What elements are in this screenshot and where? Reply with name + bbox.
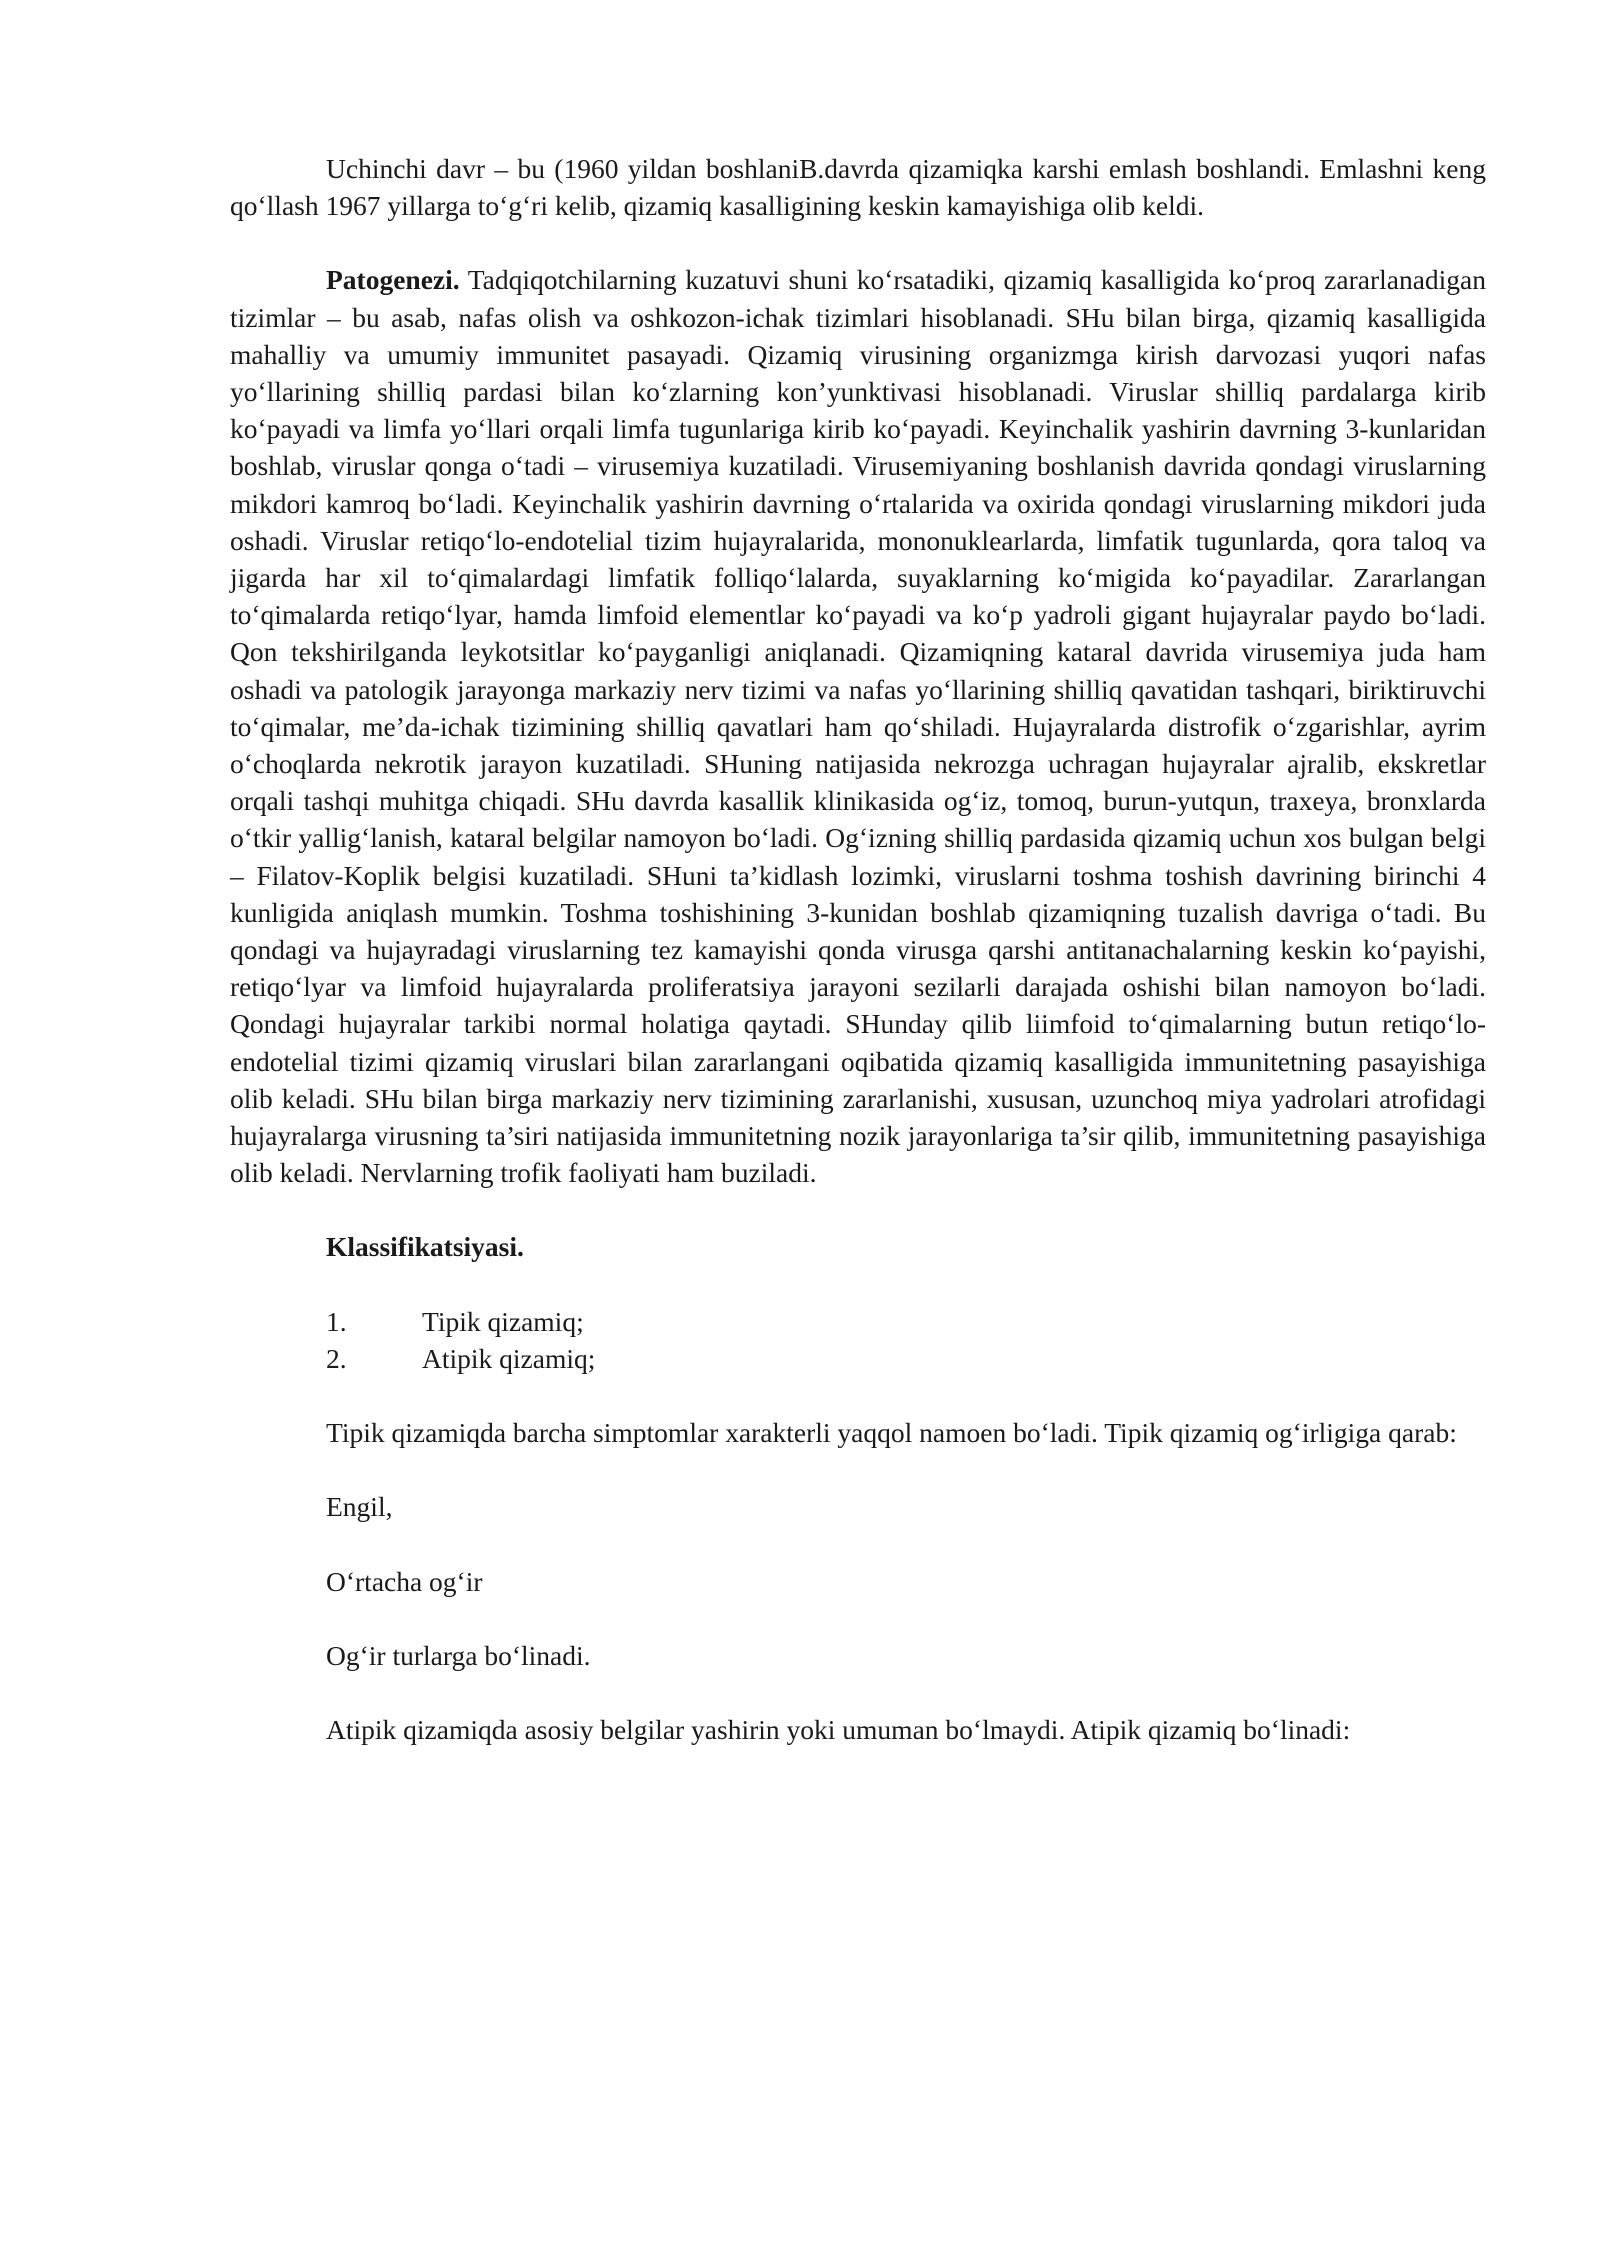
document-body (230, 150, 1486, 1785)
list-item-label: Atipik qizamiq; (422, 1342, 596, 1374)
list-item-number: 1. (326, 1305, 347, 1337)
severity-severe: Og‘ir turlarga bo‘linadi. (326, 1639, 591, 1671)
severity-mild: Engil, (326, 1491, 393, 1523)
paragraph-third-period: Uchinchi davr – bu (1960 yildan boshlaniB.davrda qizamiqka karshi emlash boshlandi. Emlashni keng qo‘llash 1967 yillarga to‘g‘ri kelib, qizamiq kasalligining keskin kamayishiga olib keldi. (230, 153, 1486, 222)
paragraph-typical-measles: Tipik qizamiqda barcha simptomlar xarakterli yaqqol namoen bo‘ladi. Tipik qizamiq og‘irligiga qarab: (326, 1417, 1457, 1449)
pathogenesis-heading: Patogenezi. (326, 264, 460, 296)
severity-moderate: O‘rtacha og‘ir (326, 1565, 483, 1597)
list-item-number: 2. (326, 1342, 347, 1374)
classification-list (230, 1303, 1486, 1377)
pathogenesis-text: Tadqiqotchilarning kuzatuvi shuni ko‘rsatadiki, qizamiq kasalligida ko‘proq zararlanadigan tizimlar – bu asab, nafas olish va oshkozon-ichak tizimlari hisoblanadi. SHu bilan birga, qizamiq kasalligida mahalliy va umumiy immunitet pasayadi. Qizamiq virusining organizmga kirish darvozasi yuqori nafas yo‘llarining shilliq pardasi bilan ko‘zlarning kon’yunktivasi hisoblanadi. Viruslar shilliq pardalarga kirib ko‘payadi va limfa yo‘llari orqali limfa tugunlariga kirib ko‘payadi. Keyinchalik yashirin davrning 3-kunlaridan boshlab, viruslar qonga o‘tadi – virusemiya kuzatiladi. Virusemiyaning boshlanish davrida qondagi viruslarning mikdori kamroq bo‘ladi. Keyinchalik yashirin davrning o‘rtalarida va oxirida qondagi viruslarning mikdori juda oshadi. Viruslar retiqo‘lo-endotelial tizim hujayralarida, mononuklearlarda, limfatik tugunlarda, qora taloq va jigarda har xil to‘qimalardagi limfatik folliqo‘lalarda, suyaklarning ko‘migida ko‘payadilar. Zararlangan to‘qimalarda retiqo‘lyar, hamda limfoid elementlar ko‘payadi va ko‘p yadroli gigant hujayralar paydo bo‘ladi. Qon tekshirilganda leykotsitlar ko‘payganligi aniqlanadi. Qizamiqning kataral davrida virusemiya juda ham oshadi va patologik jarayonga markaziy nerv tizimi va nafas yo‘llarining shilliq qavatidan tashqari, biriktiruvchi to‘qimalar, me’da-ichak tizimining shilliq qavatlari ham qo‘shiladi. Hujayralarda distrofik o‘zgarishlar, ayrim o‘choqlarda nekrotik jarayon kuzatiladi. SHuning natijasida nekrozga uchragan hujayralar ajralib, ekskretlar orqali tashqi muhitga chiqadi. SHu davrda kasallik klinikasida og‘iz, tomoq, burun-yutqun, traxeya, bronxlarda o‘tkir yallig‘lanish, kataral belgilar namoyon bo‘ladi. Og‘izning shilliq pardasida qizamiq uchun xos bulgan belgi – Filatov-Koplik belgisi kuzatiladi. SHuni ta’kidlash lozimki, viruslarni toshma toshish davrining birinchi 4 kunligida aniqlash mumkin. Toshma toshishining 3-kunidan boshlab qizamiqning tuzalish davriga o‘tadi. Bu qondagi va hujayradagi viruslarning tez kamayishi qonda virusga qarshi antitanachalarning keskin ko‘payishi, retiqo‘lyar va limfoid hujayralarda proliferatsiya jarayoni sezilarli darajada oshishi bilan namoyon bo‘ladi. Qondagi hujayralar tarkibi normal holatiga qaytadi. SHunday qilib liimfoid to‘qimalarning butun retiqo‘lo-endotelial tizimi qizamiq viruslari bilan zararlangani oqibatida qizamiq kasalligida immunitetning pasayishiga olib keladi. SHu bilan birga markaziy nerv tizimining zararlanishi, xususan, uzunchoq miya yadrolari atrofidagi hujayralarga virusning ta’siri natijasida immunitetning nozik jarayonlariga ta’sir qilib, immunitetning pasayishiga olib keladi. Nervlarning trofik faoliyati ham buziladi. (230, 264, 1486, 1189)
list-item (230, 1303, 1486, 1340)
classification-heading: Klassifikatsiyasi. (326, 1231, 524, 1263)
list-item-label: Tipik qizamiq; (422, 1305, 584, 1337)
paragraph-pathogenesis (230, 261, 1486, 1191)
paragraph-atypical-measles: Atipik qizamiqda asosiy belgilar yashirin yoki umuman bo‘lmaydi. Atipik qizamiq bo‘linadi: (326, 1713, 1351, 1745)
list-item (230, 1340, 1486, 1377)
